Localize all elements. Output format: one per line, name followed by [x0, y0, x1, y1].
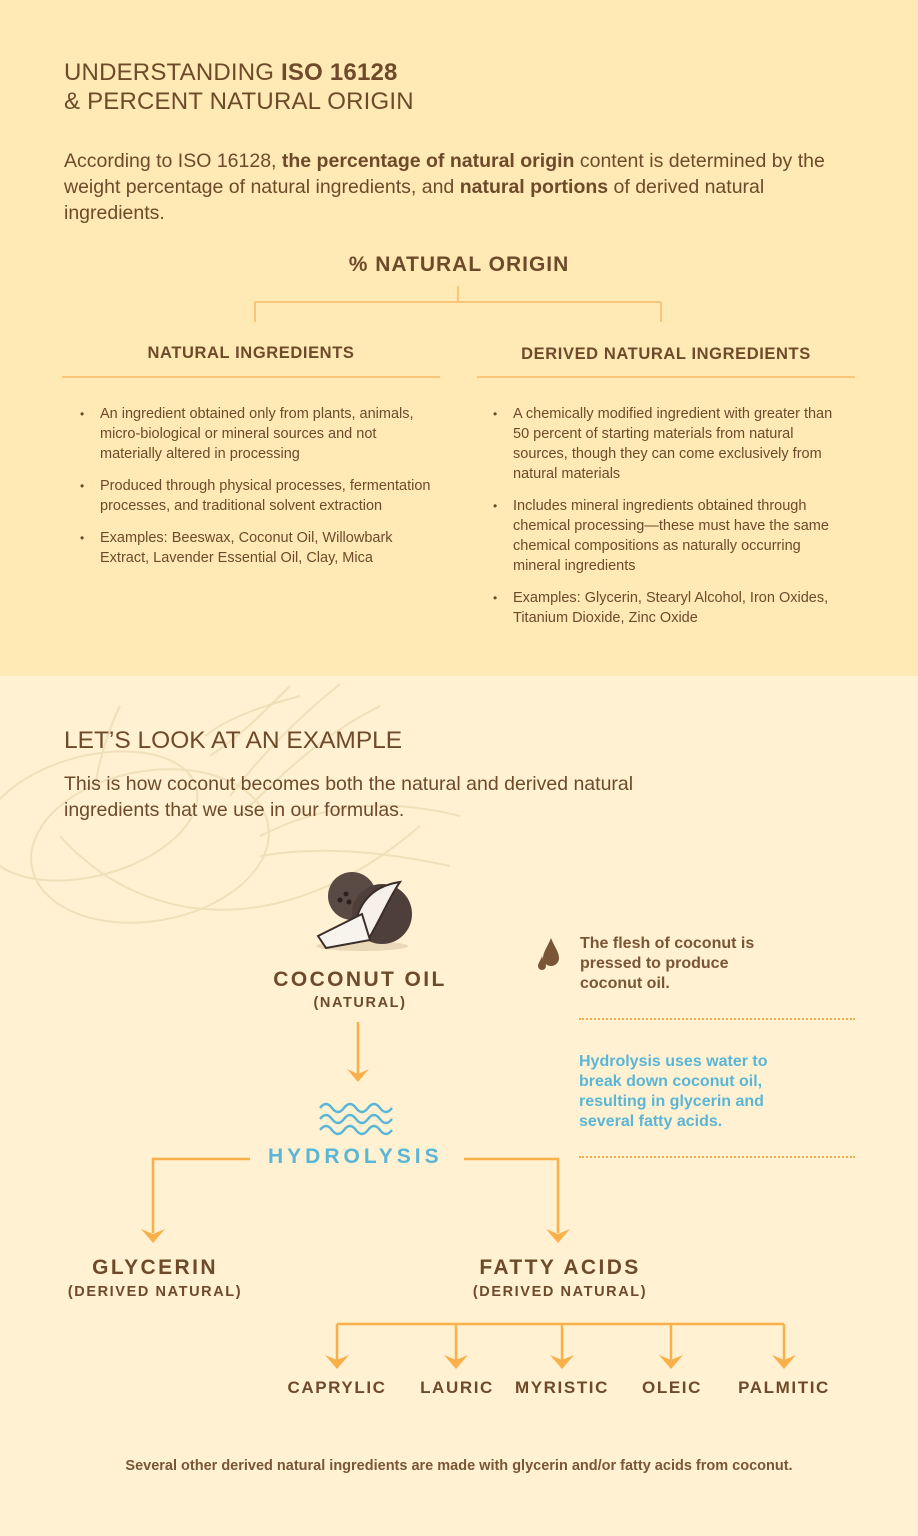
list-item: • Produced through physical processes, fermentation processes, and traditional solvent extraction [66, 476, 436, 516]
acid-caprylic: CAPRYLIC [287, 1378, 387, 1397]
derived-natural-heading: DERIVED NATURAL INGREDIENTS [521, 345, 811, 363]
natural-ingredients-heading: NATURAL INGREDIENTS [147, 344, 355, 362]
fatty-acid-branch-arrows [320, 1318, 800, 1374]
coconut-oil-type: (NATURAL) [313, 995, 407, 1011]
glycerin-type: (DERIVED NATURAL) [67, 1284, 243, 1300]
hydrolysis-label: HYDROLYSIS [268, 1145, 443, 1168]
glycerin-label: GLYCERIN [92, 1256, 218, 1279]
page-title [64, 58, 414, 116]
fatty-acids-label: FATTY ACIDS [479, 1256, 641, 1279]
pressing-note: The flesh of coconut is pressed to produce coconut oil. [580, 935, 755, 992]
acid-oleic: OLEIC [642, 1378, 702, 1397]
list-item: • An ingredient obtained only from plants, animals, micro-biological or mineral sources and not materially altered in processing [66, 404, 436, 464]
intro-text: of derived natural ingredients. [64, 176, 765, 224]
title-normal: UNDERSTANDING [64, 59, 282, 86]
list-item: • A chemically modified ingredient with greater than 50 percent of starting materials from natural sources, though they can come exclusively from natural materials [479, 404, 849, 484]
hydrolysis-branch-arrows [130, 1145, 600, 1255]
coconut-icon [312, 866, 416, 952]
intro-text: According to ISO 16128, [64, 150, 282, 172]
example-heading: LET’S LOOK AT AN EXAMPLE [64, 727, 403, 754]
acid-palmitic: PALMITIC [738, 1378, 830, 1397]
list-item: • Examples: Beeswax, Coconut Oil, Willowbark Extract, Lavender Essential Oil, Clay, Mica [66, 528, 436, 568]
title-bold: ISO 16128 [281, 59, 398, 86]
list-item: • Includes mineral ingredients obtained through chemical processing—these must have the same chemical compositions as naturally occurring mineral ingredients [479, 496, 849, 576]
list-item: • Examples: Glycerin, Stearyl Alcohol, Iron Oxides, Titanium Dioxide, Zinc Oxide [479, 588, 849, 628]
acid-lauric: LAURIC [420, 1378, 494, 1397]
arrow-down-icon [340, 1018, 380, 1088]
intro-bold: the percentage of natural origin [281, 150, 575, 172]
coconut-oil-label: COCONUT OIL [273, 968, 447, 991]
example-subtitle: This is how coconut becomes both the natural and derived natural ingredients that we use in our formulas. [64, 773, 634, 821]
tree-connector [0, 280, 918, 330]
intro-bold: natural portions [459, 176, 609, 198]
intro-paragraph [64, 148, 864, 226]
dotted-divider [579, 1156, 855, 1158]
hydrolysis-note: Hydrolysis uses water to break down coconut oil, resulting in glycerin and several fatty acids. [579, 1053, 768, 1130]
acid-myristic: MYRISTIC [514, 1378, 610, 1397]
derived-natural-list [479, 404, 849, 640]
water-waves-icon [318, 1098, 398, 1138]
oil-drops-icon [536, 936, 566, 972]
title-line-2: & PERCENT NATURAL ORIGIN [64, 88, 414, 115]
natural-ingredients-list [66, 404, 436, 580]
dotted-divider [579, 1018, 855, 1020]
divider [62, 376, 440, 378]
fatty-acids-type: (DERIVED NATURAL) [472, 1284, 648, 1300]
natural-origin-heading: % NATURAL ORIGIN [348, 253, 570, 276]
intro-text: content is determined by the weight percentage of natural ingredients, and [64, 150, 825, 198]
footer-note: Several other derived natural ingredients are made with glycerin and/or fatty acids from coconut. [125, 1458, 793, 1474]
divider [477, 376, 855, 378]
